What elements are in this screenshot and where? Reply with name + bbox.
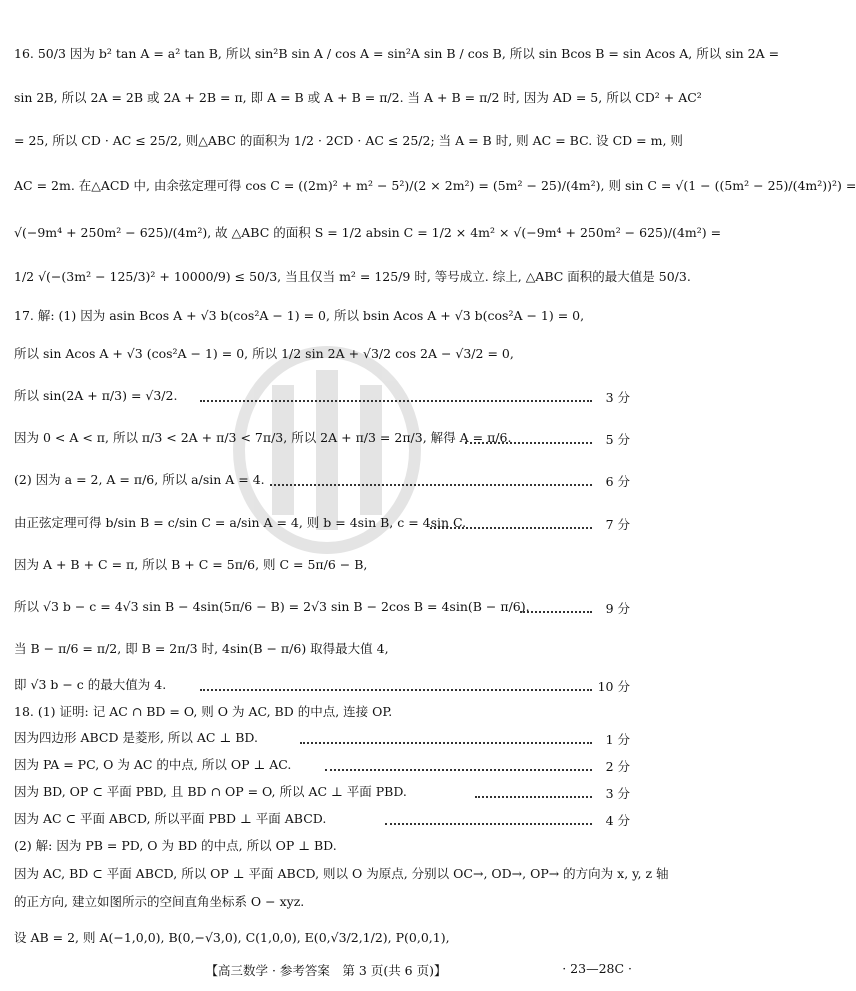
dotted-leader (385, 823, 592, 825)
dotted-leader (475, 796, 592, 798)
dotted-leader (430, 527, 592, 529)
dotted-leader (465, 442, 592, 444)
q18-line-8: 的正方向, 建立如图所示的空间直角坐标系 O − xyz. (14, 894, 305, 909)
q16-line-2: sin 2B, 所以 2A = 2B 或 2A + 2B = π, 即 A = B 或 A + B = π/2. 当 A + B = π/2 时, 因为 AD = 5, 所以 CD² + AC² (14, 90, 702, 105)
q17-line-2: 所以 sin Acos A + √3 (cos²A − 1) = 0, 所以 1/2 sin 2A + √3/2 cos 2A − √3/2 = 0, (14, 346, 514, 361)
q18-line-5: 因为 AC ⊂ 平面 ABCD, 所以平面 PBD ⊥ 平面 ABCD. (14, 811, 327, 826)
q18-line-3: 因为 PA = PC, O 为 AC 的中点, 所以 OP ⊥ AC. (14, 757, 292, 772)
q16-line-1: 16. 50/3 因为 b² tan A = a² tan B, 所以 sin²B sin A / cos A = sin²A sin B / cos B, 所以 sin Bcos B = sin Acos A, 所以 sin 2A = (14, 46, 780, 61)
q17-line-5: (2) 因为 a = 2, A = π/6, 所以 a/sin A = 4. (14, 472, 265, 487)
dotted-leader (200, 689, 592, 691)
score-q17-9: 9 分 (605, 601, 630, 616)
q18-line-2: 因为四边形 ABCD 是菱形, 所以 AC ⊥ BD. (14, 730, 258, 745)
page-footer: 【高三数学 · 参考答案 第 3 页(共 6 页)】 (205, 963, 447, 978)
score-q17-3: 3 分 (605, 390, 630, 405)
q17-line-6: 由正弦定理可得 b/sin B = c/sin C = a/sin A = 4, 则 b = 4sin B, c = 4sin C. (14, 515, 467, 530)
q18-line-9: 设 AB = 2, 则 A(−1,0,0), B(0,−√3,0), C(1,0,0), E(0,√3/2,1/2), P(0,0,1), (14, 930, 450, 945)
score-q17-6: 6 分 (605, 474, 630, 489)
q17-line-8: 所以 √3 b − c = 4√3 sin B − 4sin(5π/6 − B) = 2√3 sin B − 2cos B = 4sin(B − π/6). (14, 599, 530, 614)
q18-line-4: 因为 BD, OP ⊂ 平面 PBD, 且 BD ∩ OP = O, 所以 AC ⊥ 平面 PBD. (14, 784, 407, 799)
score-q18-3: 3 分 (605, 786, 630, 801)
score-q18-4: 4 分 (605, 813, 630, 828)
dotted-leader (200, 400, 592, 402)
q16-line-6: 1/2 √(−(3m² − 125/3)² + 10000/9) ≤ 50/3, 当且仅当 m² = 125/9 时, 等号成立. 综上, △ABC 面积的最大值是 50/3. (14, 269, 691, 284)
q17-line-3: 所以 sin(2A + π/3) = √3/2. (14, 388, 178, 403)
score-q17-7: 7 分 (605, 517, 630, 532)
dotted-leader (270, 484, 592, 486)
dotted-leader (520, 611, 592, 613)
q18-line-1: 18. (1) 证明: 记 AC ∩ BD = O, 则 O 为 AC, BD 的中点, 连接 OP. (14, 704, 393, 719)
page-code: · 23—28C · (562, 961, 632, 976)
q18-line-6: (2) 解: 因为 PB = PD, O 为 BD 的中点, 所以 OP ⊥ BD. (14, 838, 337, 853)
score-q18-2: 2 分 (605, 759, 630, 774)
q16-line-3: = 25, 所以 CD · AC ≤ 25/2, 则△ABC 的面积为 1/2 · 2CD · AC ≤ 25/2; 当 A = B 时, 则 AC = BC. 设 CD = m, 则 (14, 133, 683, 148)
score-q18-1: 1 分 (605, 732, 630, 747)
q18-line-7: 因为 AC, BD ⊂ 平面 ABCD, 所以 OP ⊥ 平面 ABCD, 则以 O 为原点, 分别以 OC→, OD→, OP→ 的方向为 x, y, z 轴 (14, 866, 669, 881)
q17-line-4: 因为 0 < A < π, 所以 π/3 < 2A + π/3 < 7π/3, 所以 2A + π/3 = 2π/3, 解得 A = π/6. (14, 430, 512, 445)
q17-line-7: 因为 A + B + C = π, 所以 B + C = 5π/6, 则 C = 5π/6 − B, (14, 557, 368, 572)
score-q17-5: 5 分 (605, 432, 630, 447)
q16-line-4: AC = 2m. 在△ACD 中, 由余弦定理可得 cos C = ((2m)² + m² − 5²)/(2 × 2m²) = (5m² − 25)/(4m²), 则 sin C = √(1 − ((5m² − 25)/(4m²))²) = (14, 178, 856, 193)
q17-line-10: 即 √3 b − c 的最大值为 4. (14, 677, 167, 692)
score-q17-10: 10 分 (597, 679, 630, 694)
dotted-leader (325, 769, 592, 771)
q17-line-9: 当 B − π/6 = π/2, 即 B = 2π/3 时, 4sin(B − π/6) 取得最大值 4, (14, 641, 389, 656)
dotted-leader (300, 742, 592, 744)
q16-line-5: √(−9m⁴ + 250m² − 625)/(4m²), 故 △ABC 的面积 S = 1/2 absin C = 1/2 × 4m² × √(−9m⁴ + 250m² − 625)/(4m²) = (14, 225, 722, 240)
q17-line-1: 17. 解: (1) 因为 asin Bcos A + √3 b(cos²A − 1) = 0, 所以 bsin Acos A + √3 b(cos²A − 1) = 0, (14, 308, 585, 323)
